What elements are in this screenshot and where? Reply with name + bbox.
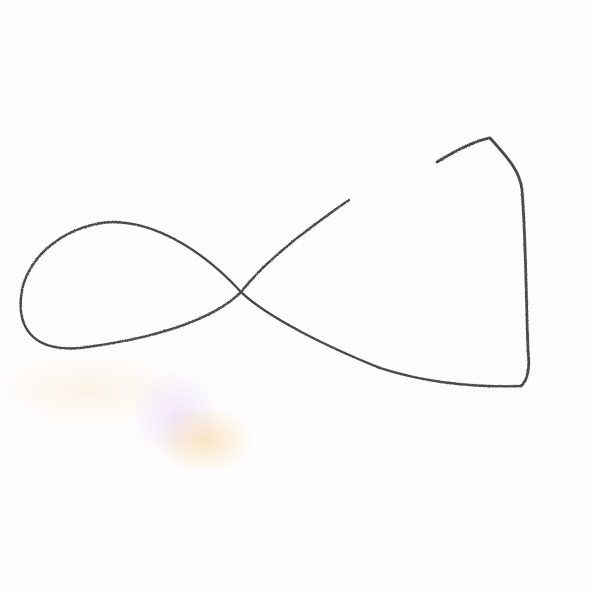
angle-stroke bbox=[437, 138, 529, 386]
loop-stroke bbox=[21, 200, 521, 386]
